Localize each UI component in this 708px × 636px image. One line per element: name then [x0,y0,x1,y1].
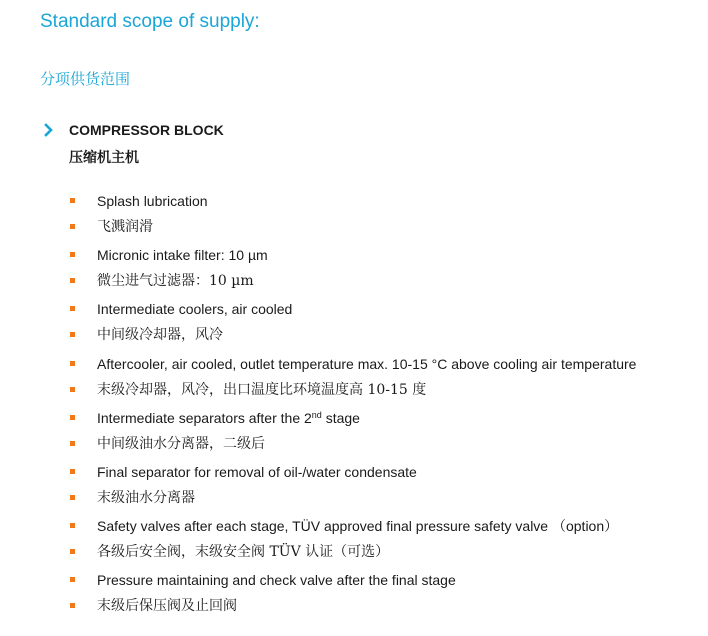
item-text-en: Intermediate coolers, air cooled [97,301,293,318]
chevron-right-icon [43,121,55,139]
bullet-square-icon [70,278,75,283]
section-title: COMPRESSOR BLOCK [69,122,224,138]
item-text-en-tail: stage [321,409,360,426]
bullet-square-icon [70,549,75,554]
item-text-cn: 末级油水分离器 [97,489,195,506]
bullet-square-icon [70,361,75,366]
bullet-square-icon [70,198,75,203]
item-text-cn: 各级后安全阀，末级安全阀 TÜV 认证（可选） [97,544,390,561]
item-text-en: Final separator for removal of oil-/water condensate [97,463,417,480]
bullet-square-icon [70,415,75,420]
bullet-square-icon [70,306,75,311]
bullet-square-icon [70,495,75,500]
bullet-square-icon [70,469,75,474]
item-text-cn: 微尘进气过滤器：10 µm [97,273,254,290]
bullet-square-icon [70,523,75,528]
item-text-cn: 末级后保压阀及止回阀 [97,598,237,615]
item-text-en: Pressure maintaining and check valve after the final stage [97,572,456,589]
bullet-square-icon [70,332,75,337]
item-text-en-main: Intermediate separators after the 2 [97,409,312,426]
ordinal-suffix: nd [311,409,322,420]
item-text-en: Aftercooler, air cooled, outlet temperature max. 10-15 °C above cooling air temperature [97,355,637,372]
section-header [40,120,700,166]
bullet-square-icon [70,224,75,229]
page-title: Standard scope of supply: [40,11,260,32]
bullet-square-icon [70,577,75,582]
item-text-cn: 末级冷却器，风冷，出口温度比环境温度高 10-15 度 [97,381,427,398]
item-text-cn: 飞溅润滑 [97,219,153,235]
section-title-cn: 压缩机主机 [69,150,139,166]
bullet-square-icon [70,441,75,446]
compressor-block-section [40,120,700,615]
item-text-cn: 中间级冷却器，风冷 [97,327,223,344]
item-text-en: Splash lubrication [97,193,208,209]
item-text-en [97,409,360,427]
bullet-square-icon [70,387,75,392]
item-text-cn: 中间级油水分离器，二级后 [97,435,265,452]
bullet-square-icon [70,252,75,257]
item-text-en: Micronic intake filter: 10 µm [97,247,268,264]
item-text-en: Safety valves after each stage, TÜV approved final pressure safety valve （option） [97,518,619,535]
bullet-square-icon [70,603,75,608]
page-subtitle-cn: 分项供货范围 [40,70,131,88]
